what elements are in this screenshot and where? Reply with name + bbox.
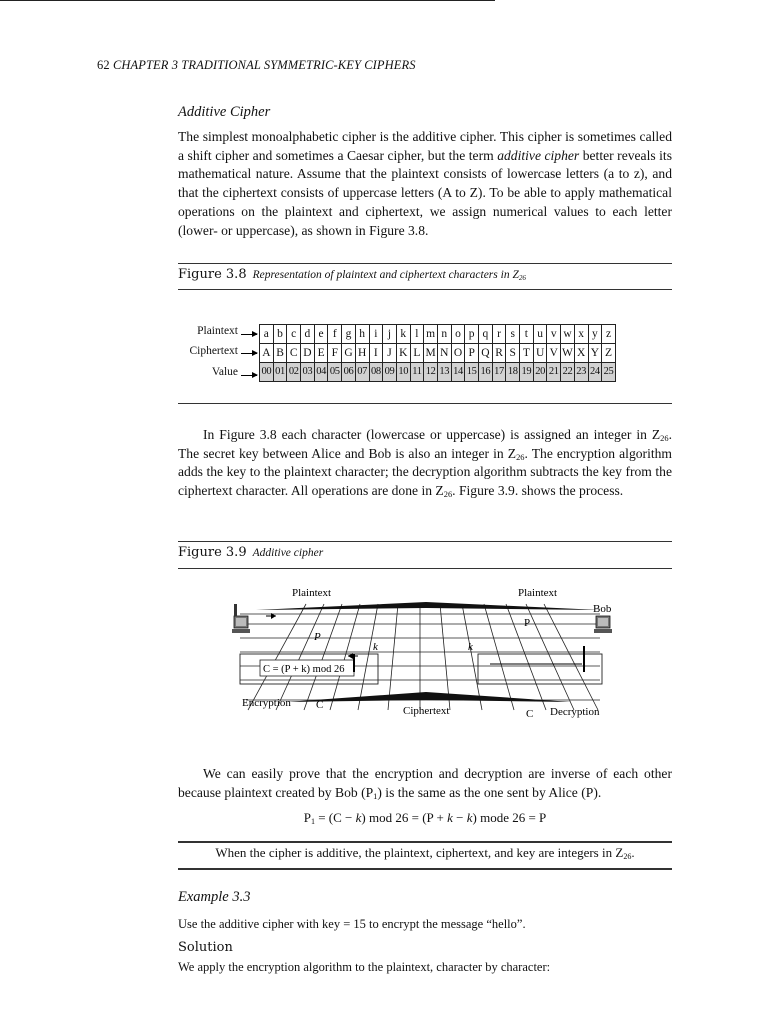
- row-label-plaintext: Plaintext: [197, 325, 238, 337]
- ciphertext-cell: S: [506, 344, 520, 363]
- row-label-value: Value: [211, 366, 238, 378]
- value-cell: 09: [383, 363, 397, 382]
- label-ciphertext: Ciphertext: [403, 705, 450, 717]
- plaintext-cell: m: [424, 325, 438, 344]
- intro-text-b: better reveals its mathematical nature. Assume that the plaintext consists of lowercase letters (a to z), and that the ciphertext consists of uppercase letters (A to Z). To be able to apply mathematical operations on the plaintext and ciphertext, we assign numerical values to each letter (lower- or uppercase), as shown in Figure 3.8.: [178, 147, 673, 238]
- value-cell: 15: [465, 363, 479, 382]
- value-cell: 00: [260, 363, 274, 382]
- label-k-left: k: [373, 641, 378, 653]
- note-top-rule: [178, 841, 672, 843]
- decryption-formula: $P_1 = (C - k)$ mod 26 = (P + k − k) mode 26 = P: [303, 810, 547, 826]
- value-cell: 13: [437, 363, 451, 382]
- plaintext-cell: e: [314, 325, 328, 344]
- figure-3-9-caption-rule: [178, 568, 672, 569]
- plaintext-cell: w: [561, 325, 575, 344]
- label-c-right: C: [526, 708, 534, 720]
- value-cell: 22: [561, 363, 575, 382]
- value-cell: 18: [506, 363, 520, 382]
- plaintext-cell: b: [273, 325, 287, 344]
- figure-explanation-paragraph: In Figure 3.8 each character (lowercase or uppercase) is assigned an integer in $Z_{26}$. The secret key between Alice and Bob is also an integer in $Z_{26}$. The encryption algorithm adds the key to the plaintext character; the decryption algorithm subtracts the key from the ciphertext character. All operations are done in $Z_{26}$. Figure 3.9. shows the process.: [178, 427, 672, 500]
- ciphertext-cell: K: [396, 344, 410, 363]
- value-cell: 11: [410, 363, 424, 382]
- plaintext-cell: a: [260, 325, 274, 344]
- plaintext-cell: y: [588, 325, 602, 344]
- label-c-left: C: [316, 699, 324, 711]
- note-bottom-rule: [178, 868, 672, 870]
- value-cell: 07: [355, 363, 369, 382]
- ciphertext-cell: A: [260, 344, 274, 363]
- value-cell: 19: [520, 363, 534, 382]
- arrow-ciphertext: [241, 353, 257, 354]
- figure-3-9-caption: [178, 545, 323, 561]
- ciphertext-cell: D: [301, 344, 315, 363]
- value-cell: 02: [287, 363, 301, 382]
- value-cell: 04: [314, 363, 328, 382]
- plaintext-cell: h: [355, 325, 369, 344]
- value-cell: 20: [533, 363, 547, 382]
- solution-title: Solution: [178, 940, 233, 955]
- ciphertext-cell: Q: [479, 344, 493, 363]
- ciphertext-cell: L: [410, 344, 424, 363]
- ciphertext-cell: R: [492, 344, 506, 363]
- figure-3-8-bottom-rule: [178, 403, 672, 404]
- intro-paragraph: [178, 128, 672, 240]
- ciphertext-cell: X: [574, 344, 588, 363]
- intro-text-a: The simplest monoalphabetic cipher is the additive cipher. This cipher is sometimes called a shift cipher and sometimes a Caesar cipher, but the term: [178, 129, 672, 163]
- row-label-ciphertext: Ciphertext: [189, 345, 238, 357]
- label-k-right: k: [468, 641, 473, 653]
- label-plaintext-right: Plaintext: [518, 587, 558, 599]
- additive-cipher-diagram: [226, 580, 622, 740]
- ciphertext-cell: B: [273, 344, 287, 363]
- value-cell: 16: [479, 363, 493, 382]
- plaintext-cell: z: [602, 325, 616, 344]
- value-cell: 23: [574, 363, 588, 382]
- chapter-title: CHAPTER 3 TRADITIONAL SYMMETRIC-KEY CIPHERS: [112, 58, 416, 72]
- running-header: [97, 58, 416, 73]
- figure-3-9-top-rule: [178, 541, 672, 542]
- value-cell: 10: [396, 363, 410, 382]
- ciphertext-cell: M: [424, 344, 438, 363]
- ciphertext-cell: G: [342, 344, 356, 363]
- letter-value-table: [259, 324, 616, 382]
- label-p-left: P: [314, 631, 321, 643]
- example-title: Example 3.3: [178, 889, 251, 905]
- figure-3-8-top-rule: [178, 263, 672, 264]
- ciphertext-cell: N: [437, 344, 451, 363]
- section-title: Additive Cipher: [178, 104, 271, 120]
- ciphertext-cell: Y: [588, 344, 602, 363]
- plaintext-cell: s: [506, 325, 520, 344]
- ciphertext-cell: H: [355, 344, 369, 363]
- ciphertext-cell: W: [561, 344, 575, 363]
- plaintext-cell: r: [492, 325, 506, 344]
- ciphertext-row: [260, 344, 616, 363]
- plaintext-cell: i: [369, 325, 383, 344]
- plaintext-cell: l: [410, 325, 424, 344]
- solution-text: We apply the encryption algorithm to the plaintext, character by character:: [178, 960, 551, 974]
- value-cell: 12: [424, 363, 438, 382]
- alice-computer-icon: [232, 604, 250, 633]
- plaintext-row: [260, 325, 616, 344]
- value-cell: 08: [369, 363, 383, 382]
- ciphertext-cell: P: [465, 344, 479, 363]
- value-cell: 05: [328, 363, 342, 382]
- page-top-rule: [0, 0, 495, 1]
- value-cell: 14: [451, 363, 465, 382]
- inverse-proof-paragraph: We can easily prove that the encryption and decryption are inverse of each other because plaintext created by Bob $(P_1)$ is the same as the one sent by Alice (P).: [178, 766, 672, 801]
- plaintext-cell: d: [301, 325, 315, 344]
- value-row: [260, 363, 616, 382]
- label-encryption: Encryption: [242, 697, 291, 709]
- plaintext-cell: x: [574, 325, 588, 344]
- intro-emphasis: additive cipher: [497, 147, 580, 163]
- figure-3-8-caption-text: Representation of plaintext and ciphertext characters in $Z_{26}$: [252, 269, 526, 282]
- plaintext-cell: j: [383, 325, 397, 344]
- page-number: 62: [97, 58, 110, 72]
- plaintext-cell: o: [451, 325, 465, 344]
- arrow-value: [241, 375, 257, 376]
- example-text: Use the additive cipher with key = 15 to encrypt the message “hello”.: [178, 917, 526, 931]
- ciphertext-cell: U: [533, 344, 547, 363]
- plaintext-cell: n: [437, 325, 451, 344]
- label-bob: Bob: [593, 603, 612, 615]
- lower-channel-bar: [286, 692, 572, 702]
- figure-3-8-caption: [178, 267, 526, 283]
- plaintext-cell: q: [479, 325, 493, 344]
- value-cell: 06: [342, 363, 356, 382]
- ciphertext-cell: T: [520, 344, 534, 363]
- label-plaintext-left: Plaintext: [292, 587, 332, 599]
- ciphertext-cell: I: [369, 344, 383, 363]
- ciphertext-cell: C: [287, 344, 301, 363]
- value-cell: 01: [273, 363, 287, 382]
- value-cell: 17: [492, 363, 506, 382]
- ciphertext-cell: O: [451, 344, 465, 363]
- plaintext-cell: v: [547, 325, 561, 344]
- label-equation: C = (P + k) mod 26: [263, 664, 345, 675]
- arrow-plaintext: [241, 334, 257, 335]
- ciphertext-cell: F: [328, 344, 342, 363]
- key-note: When the cipher is additive, the plaintext, ciphertext, and key are integers in $Z_{26}$.: [215, 845, 635, 861]
- bob-computer-icon: [594, 616, 612, 633]
- value-cell: 25: [602, 363, 616, 382]
- ciphertext-cell: V: [547, 344, 561, 363]
- ciphertext-cell: Z: [602, 344, 616, 363]
- plaintext-cell: g: [342, 325, 356, 344]
- label-decryption: Decryption: [550, 706, 600, 718]
- plaintext-cell: p: [465, 325, 479, 344]
- ciphertext-cell: J: [383, 344, 397, 363]
- figure-3-8-label: Figure 3.8: [178, 267, 247, 282]
- plaintext-cell: k: [396, 325, 410, 344]
- plaintext-cell: t: [520, 325, 534, 344]
- figure-3-9-caption-text: Additive cipher: [252, 547, 324, 559]
- plaintext-cell: c: [287, 325, 301, 344]
- value-cell: 03: [301, 363, 315, 382]
- label-p-right: P: [524, 617, 531, 629]
- value-cell: 24: [588, 363, 602, 382]
- plaintext-cell: f: [328, 325, 342, 344]
- ciphertext-cell: E: [314, 344, 328, 363]
- figure-3-9-label: Figure 3.9: [178, 545, 247, 560]
- upper-channel-bar: [256, 602, 600, 610]
- plaintext-cell: u: [533, 325, 547, 344]
- value-cell: 21: [547, 363, 561, 382]
- figure-3-8-caption-rule: [178, 289, 672, 290]
